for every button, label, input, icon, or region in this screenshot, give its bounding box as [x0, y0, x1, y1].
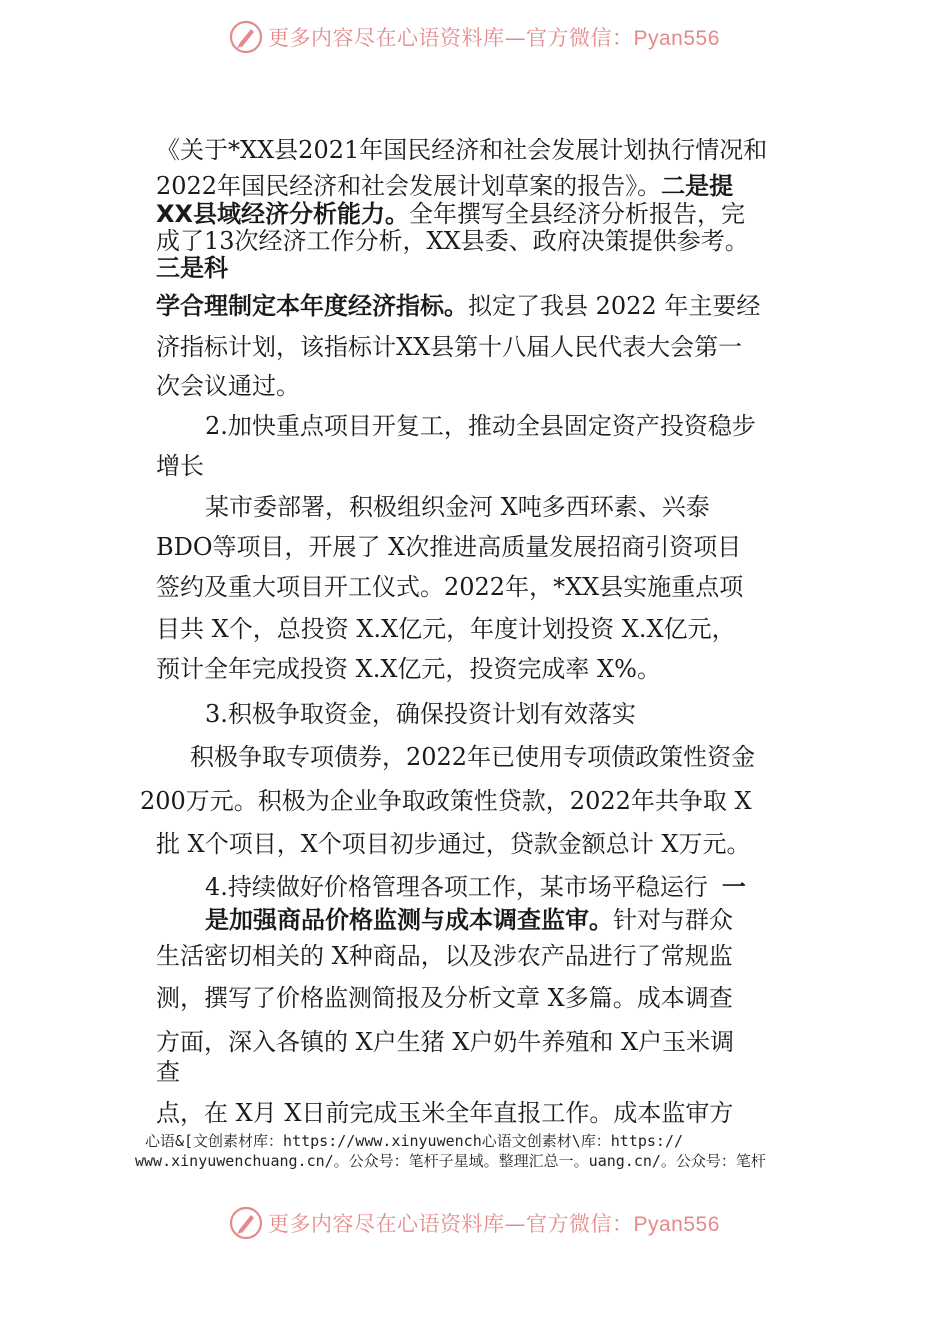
text-line: 签约及重大项目开工仪式。2022年，*XX县实施重点项: [156, 573, 744, 601]
text-line: 济指标计划，该指标计XX县第十八届人民代表大会第一: [156, 333, 743, 361]
banner-text: 更多内容尽在心语资料库—官方微信：Pyan556: [268, 1212, 720, 1236]
text-line: 生活密切相关的 X种商品，以及涉农产品进行了常规监: [156, 942, 733, 970]
section-heading: 3.积极争取资金，确保投资计划有效落实: [205, 700, 636, 728]
text-line: XX县域经济分析能力。全年撰写全县经济分析报告，完: [156, 200, 746, 228]
text-line: 方面，深入各镇的 X户生猪 X户奶牛养殖和 X户玉米调: [156, 1028, 735, 1056]
text-line: 2022年国民经济和社会发展计划草案的报告》。二是提: [156, 172, 734, 200]
text-line: 目共 X个，总投资 X.X亿元，年度计划投资 X.X亿元，: [156, 615, 736, 643]
text-line: 积极争取专项债券，2022年已使用专项债政策性资金: [190, 743, 756, 771]
text-line: 三是科: [156, 254, 228, 282]
footer-line: 心语&[文创素材库：https://www.xinyuwench心语文创素材\库：https://: [145, 1132, 684, 1150]
footer-banner: [0, 1202, 950, 1242]
text-line: 查: [156, 1058, 180, 1086]
text-line: 测，撰写了价格监测简报及分析文章 X多篇。成本调查: [156, 984, 733, 1012]
section-heading: 2.加快重点项目开复工，推动全县固定资产投资稳步: [205, 412, 756, 440]
text-line: 点，在 X月 X日前完成玉米全年直报工作。成本监审方: [156, 1099, 734, 1127]
text-line: 《关于*XX县2021年国民经济和社会发展计划执行情况和: [156, 136, 768, 164]
text-line: 次会议通过。: [156, 372, 300, 400]
fountain-pen-logo-icon: [229, 1206, 263, 1240]
text-line: 是加强商品价格监测与成本调查监审。针对与群众: [205, 906, 733, 934]
text-line: 成了13次经济工作分析，XX县委、政府决策提供参考。: [156, 227, 749, 255]
text-line: 某市委部署，积极组织金河 X吨多西环素、兴泰: [205, 493, 710, 521]
header-banner: [0, 16, 950, 56]
text-line: 批 X个项目，X个项目初步通过，贷款金额总计 X万元。: [156, 830, 751, 858]
fountain-pen-logo-icon: [229, 20, 263, 54]
banner-text: 更多内容尽在心语资料库—官方微信：Pyan556: [268, 26, 720, 50]
text-line: 200万元。积极为企业争取政策性贷款，2022年共争取 X: [140, 787, 752, 815]
text-line: 增长: [156, 452, 204, 480]
text-line: 预计全年完成投资 X.X亿元，投资完成率 X%。: [156, 655, 661, 683]
text-line: BDO等项目，开展了 X次推进高质量发展招商引资项目: [156, 533, 742, 561]
section-heading: 4.持续做好价格管理各项工作，某市场平稳运行 一: [205, 873, 746, 901]
text-line: 学合理制定本年度经济指标。拟定了我县 2022 年主要经: [156, 292, 761, 320]
footer-line: www.xinyuwenchuang.cn/。公众号：笔杆子星域。整理汇总一。uang.cn/。公众号：笔杆: [135, 1152, 766, 1170]
